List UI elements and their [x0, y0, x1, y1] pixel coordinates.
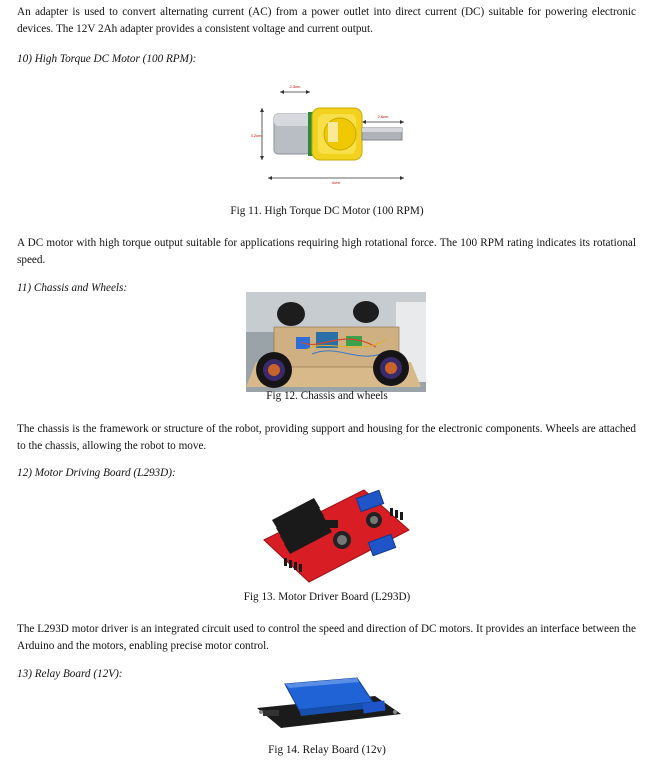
heading-driver: 12) Motor Driving Board (L293D): — [17, 467, 176, 479]
motor-paragraph: A DC motor with high torque output suitable for applications requiring high rotational force. The 100 RPM rating indicates its rotational speed. — [17, 237, 636, 266]
chassis-image — [246, 292, 426, 392]
heading-motor: 10) High Torque DC Motor (100 RPM): — [17, 53, 197, 65]
fig11-caption: Fig 11. High Torque DC Motor (100 RPM) — [230, 205, 424, 217]
dim-bottom-label: 6cm — [332, 180, 340, 185]
chassis-paragraph: The chassis is the framework or structure of the robot, providing support and housing for the electronic components. Wheels are attached to the chassis, allowing the robot to move. — [17, 423, 636, 452]
dc-motor-image — [244, 78, 414, 188]
fig13-caption: Fig 13. Motor Driver Board (L293D) — [243, 591, 411, 603]
dim-shaft-label: 2.6cm — [377, 114, 389, 119]
heading-relay: 13) Relay Board (12V): — [17, 668, 123, 680]
fig12-caption: Fig 12. Chassis and wheels — [266, 390, 388, 402]
motor-driver-board-image — [254, 480, 414, 584]
relay-board-image — [255, 672, 405, 732]
driver-paragraph: The L293D motor driver is an integrated circuit used to control the speed and direction of DC motors. It provides an interface between the Arduino and the motors, enabling precise motor control. — [17, 623, 636, 652]
heading-chassis: 11) Chassis and Wheels: — [17, 282, 128, 294]
adapter-paragraph: An adapter is used to convert alternating current (AC) from a power outlet into direct current (DC) suitable for powering electronic devices. The 12V 2Ah adapter provides a consistent voltage and current output. — [17, 6, 636, 35]
fig14-caption: Fig 14. Relay Board (12v) — [268, 744, 386, 756]
dim-side-label: 3.2cm — [250, 133, 262, 138]
dim-top-label: 2.3cm — [289, 84, 301, 89]
